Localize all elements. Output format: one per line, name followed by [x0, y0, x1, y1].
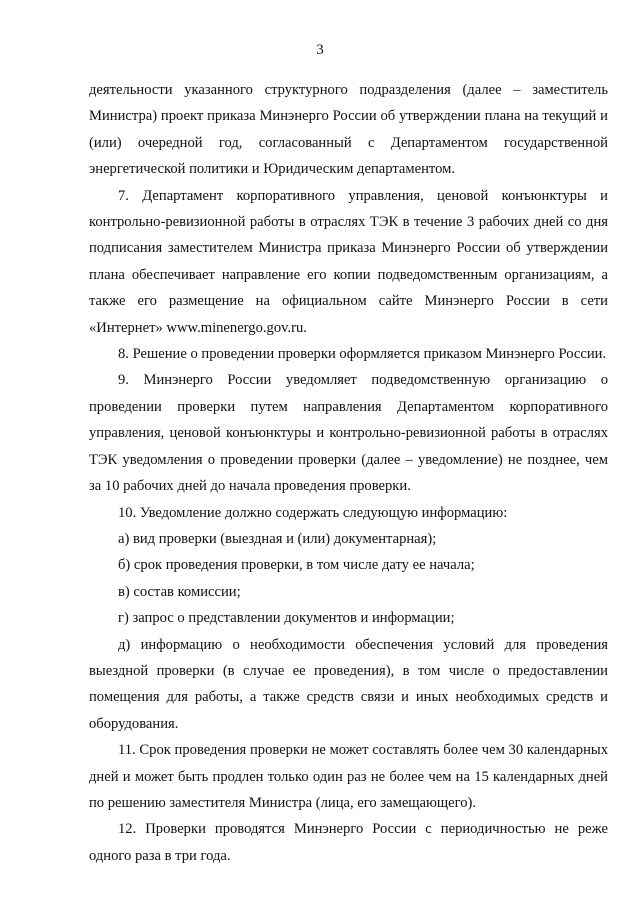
paragraph-7: 7. Департамент корпоративного управления, ценовой конъюнктуры и контрольно-ревизионной работы в отраслях ТЭК в течение 3 рабочих дней со дня подписания заместителем Министра приказа Минэнерго России об утверждении плана обеспечивает направление его копии подведомственным организациям, а также его размещение на официальном сайте Минэнерго России в сети «Интернет» www.minenergo.gov.ru. [89, 187, 608, 336]
paragraph-11: 11. Срок проведения проверки не может составлять более чем 30 календарных дней и может быть продлен только один раз не более чем на 15 календарных дней по решению заместителя Министра (лица, его замещающего). [89, 742, 608, 811]
list-item-v: в) состав комиссии; [118, 583, 241, 600]
paragraph-9: 9. Минэнерго России уведомляет подведомственную организацию о проведении проверки путем направления Департаментом корпоративного управления, ценовой конъюнктуры и контрольно-ревизионной работы в отраслях ТЭК уведомления о проведении проверки (далее – уведомление) не позднее, чем за 10 рабочих дней до начала проведения проверки. [89, 372, 608, 495]
paragraph-10: 10. Уведомление должно содержать следующую информацию: [118, 504, 508, 521]
list-item-b: б) срок проведения проверки, в том числе дату ее начала; [118, 557, 475, 574]
list-item-g: г) запрос о представлении документов и информации; [118, 610, 455, 627]
paragraph-continuation: деятельности указанного структурного подразделения (далее – заместитель Министра) проект приказа Минэнерго России об утверждении плана на текущий и (или) очередной год, согласованный с Департаментом государственной энергетической политики и Юридическим департаментом. [89, 82, 608, 178]
page-number: 3 [316, 42, 324, 58]
list-item-d: д) информацию о необходимости обеспечения условий для проведения выездной проверки (в случае ее проведения), в том числе о предоставлении помещения для работы, а также средств связи и иных необходимых средств и оборудования. [89, 636, 608, 732]
list-item-a: а) вид проверки (выездная и (или) документарная); [118, 530, 437, 547]
paragraph-8: 8. Решение о проведении проверки оформляется приказом Минэнерго России. [118, 346, 607, 363]
paragraph-12: 12. Проверки проводятся Минэнерго России с периодичностью не реже одного раза в три года. [89, 821, 608, 864]
